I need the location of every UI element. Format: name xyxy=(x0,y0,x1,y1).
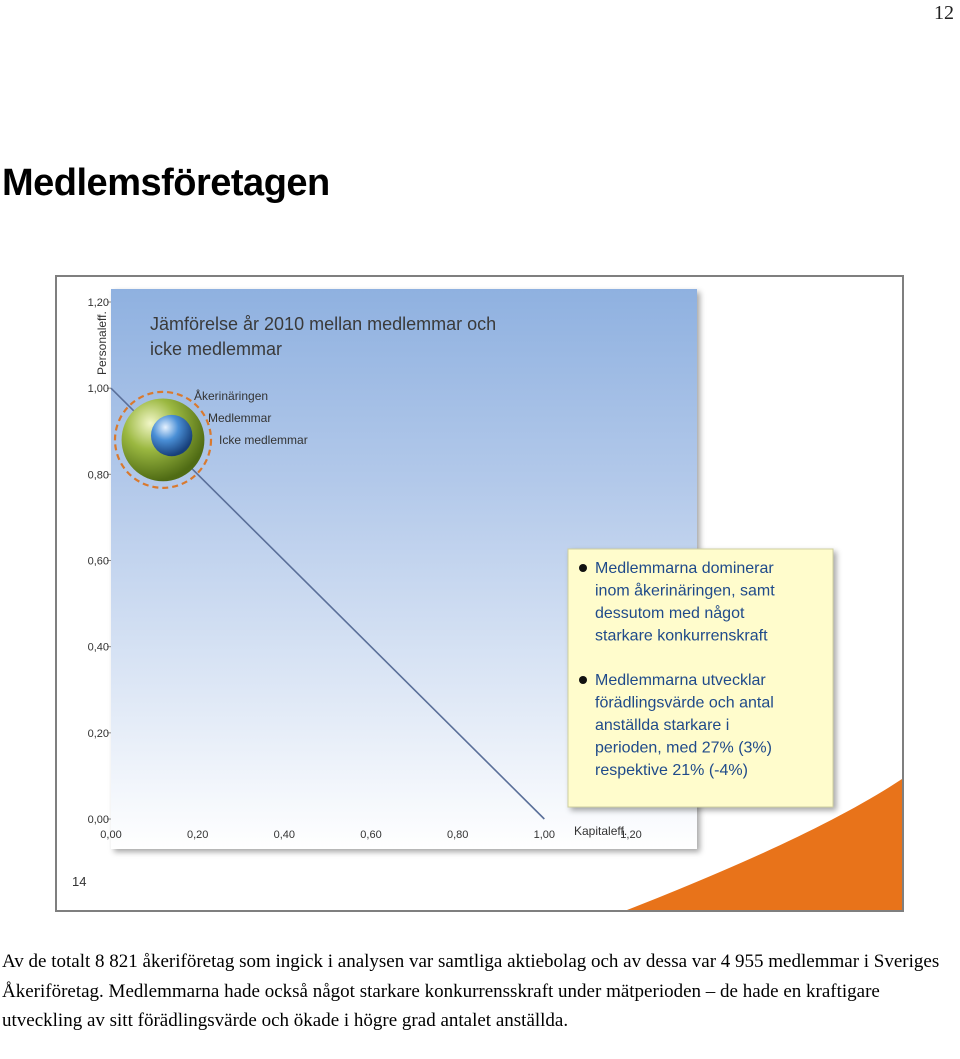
page-number: 12 xyxy=(934,2,954,24)
callout-line: dessutom med något xyxy=(595,605,745,622)
body-paragraph: Av de totalt 8 821 åkeriföretag som ingick i analysen var samtliga aktiebolag och av dessa var 4 955 medlemmar i Sveriges Åkeriföretag. Medlemmarna hade också något starkare konkurrensskraft under mätperioden – de hade en kraftigare utveckling av sitt förädlingsvärde och ökade i högre grad antalet anställda. xyxy=(2,951,940,1031)
y-axis xyxy=(88,297,111,826)
y-tick-label: 0,00 xyxy=(87,814,109,826)
x-tick-label: 1,00 xyxy=(533,829,556,841)
chart-title-line-1: Jämförelse år 2010 mellan medlemmar och xyxy=(150,314,497,334)
callout-line: respektive 21% (-4%) xyxy=(595,762,748,779)
callout-line: inom åkerinäringen, samt xyxy=(595,582,775,600)
slide-number: 14 xyxy=(72,874,87,889)
callout-line: anställda starkare i xyxy=(595,717,730,734)
chart-title-line-2: icke medlemmar xyxy=(150,339,283,359)
y-tick-label: 0,40 xyxy=(87,641,109,654)
x-tick-label: 0,80 xyxy=(446,829,469,841)
y-tick-label: 0,80 xyxy=(87,469,109,482)
y-tick-label: 1,20 xyxy=(87,297,109,309)
slide-frame xyxy=(55,275,904,912)
x-tick-label: 1,20 xyxy=(620,829,642,841)
callout-line: Medlemmarna dominerar xyxy=(595,560,774,577)
chart-svg xyxy=(57,277,902,910)
legend-label: Åkerinäringen xyxy=(194,389,269,403)
x-tick-label: 0,40 xyxy=(273,829,296,841)
x-tick-label: 0,00 xyxy=(100,829,122,841)
callout-line: Medlemmarna utvecklar xyxy=(595,672,766,689)
page-title: Medlemsföretagen xyxy=(2,162,330,204)
y-tick-label: 0,60 xyxy=(87,555,109,568)
legend-label: Icke medlemmar xyxy=(219,433,308,447)
callout-line: perioden, med 27% (3%) xyxy=(595,739,772,757)
bullet-dot xyxy=(579,564,587,572)
bubble-icke-medlemmar xyxy=(151,415,192,456)
y-tick-label: 0,20 xyxy=(87,727,109,740)
callout-line: starkare konkurrenskraft xyxy=(595,627,768,645)
x-axis-label: Kapitaleff. xyxy=(574,824,628,838)
legend-label: Medlemmar xyxy=(208,411,272,425)
x-tick-label: 0,20 xyxy=(186,829,209,841)
bullet-dot xyxy=(579,676,587,684)
y-tick-label: 1,00 xyxy=(87,383,109,396)
callout-line: förädlingsvärde och antal xyxy=(595,694,774,712)
y-axis-label: Personaleff. xyxy=(95,311,109,375)
x-tick-label: 0,60 xyxy=(360,829,382,841)
